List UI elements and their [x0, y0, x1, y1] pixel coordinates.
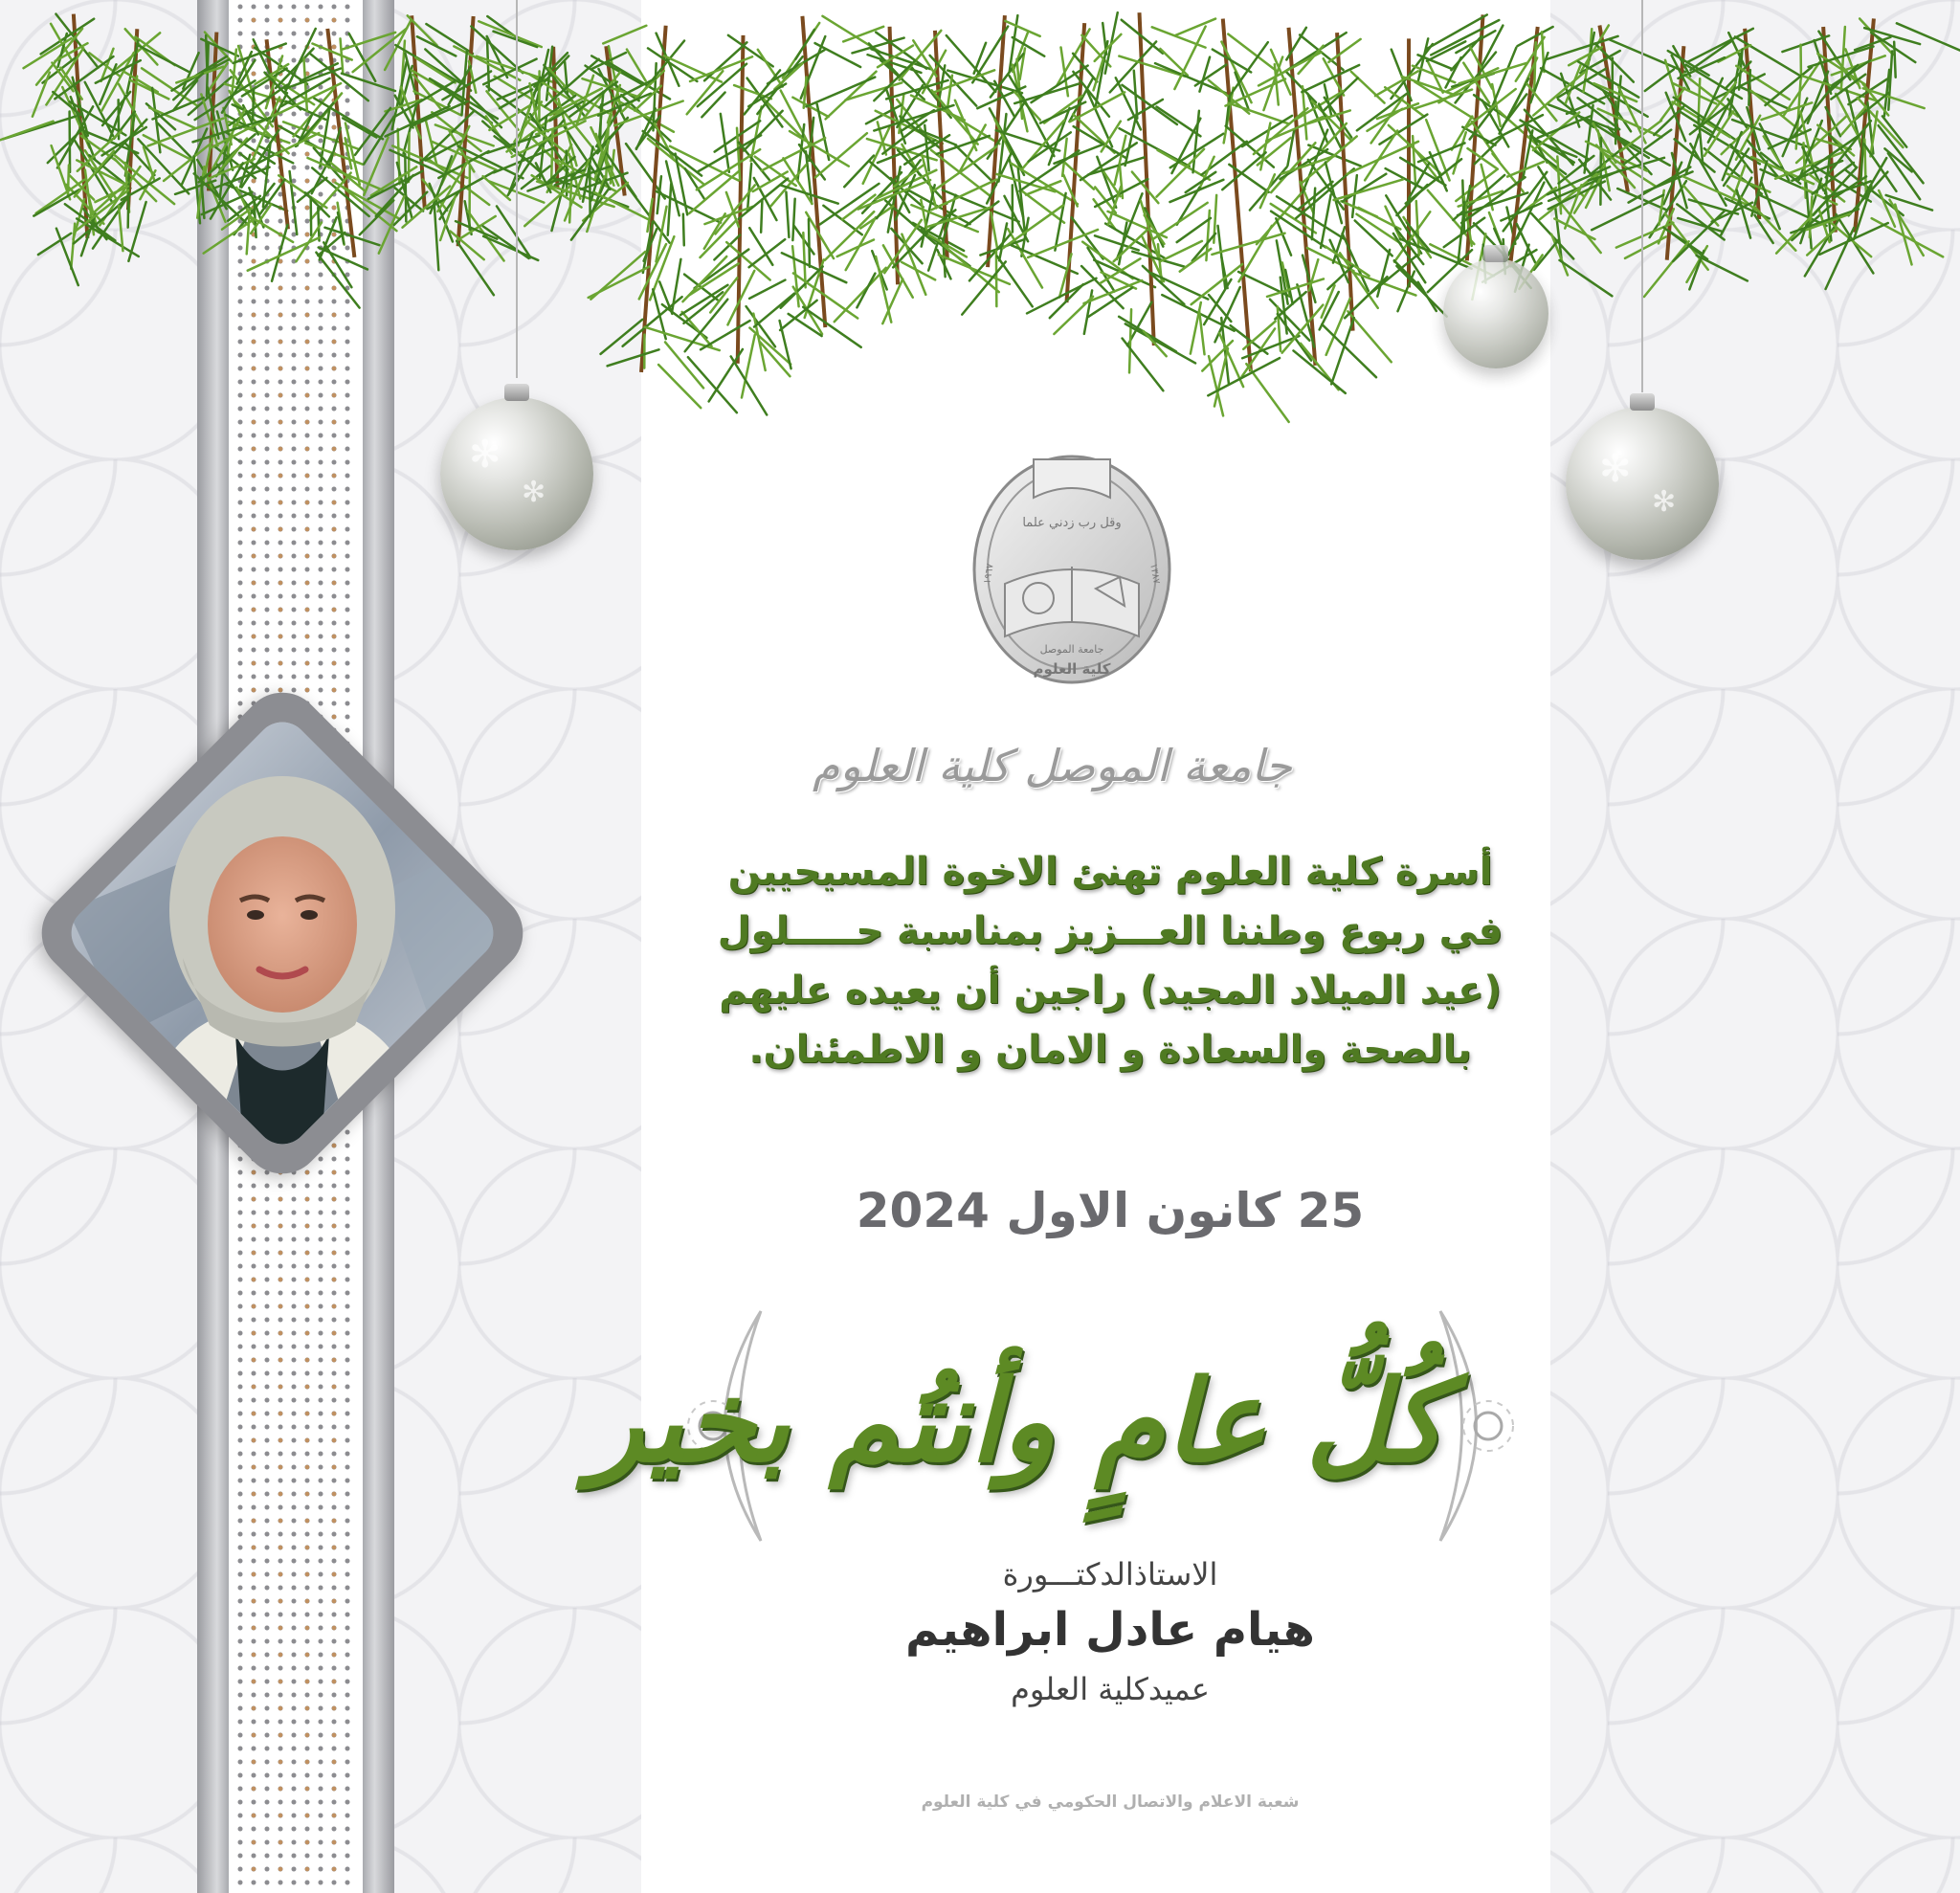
university-seal	[967, 440, 1177, 689]
message-line-1: أسرة كلية العلوم تهنئ الاخوة المسيحيين	[727, 850, 1493, 894]
snowflake-icon: ✻	[522, 476, 546, 509]
ornament-ball-back	[1443, 258, 1548, 368]
ornament-string	[1641, 0, 1643, 392]
svg-text:جامعة الموصل: جامعة الموصل	[1039, 643, 1104, 656]
snowflake-icon: ✻	[1652, 485, 1677, 519]
university-calligraphy: جامعة الموصل كلية العلوم	[813, 740, 1292, 791]
signature-role: عميدكلية العلوم	[1011, 1671, 1210, 1707]
svg-text:١٩٦٧: ١٩٦٧	[982, 563, 996, 586]
signature-title: الاستاذالدكتـــورة	[1002, 1556, 1218, 1592]
svg-text:كلية العلوم: كلية العلوم	[1033, 660, 1111, 678]
message-line-4: بالصحة والسعادة و الامان و الاطمئنان.	[748, 1028, 1472, 1072]
greeting-message	[660, 842, 1560, 1080]
ornament-string	[516, 0, 518, 378]
signature-name: هيام عادل ابراهيم	[905, 1603, 1315, 1657]
snowflake-icon: ✻	[1599, 447, 1632, 491]
message-line-2: في ربوع وطننا العـــزيز بمناسبة حـــــلول	[717, 909, 1503, 953]
snowflake-icon: ✻	[469, 433, 501, 477]
message-line-3: (عيد الميلاد المجيد) راجين أن يعيده عليهم	[719, 969, 1502, 1013]
svg-text:وقل رب زدني علما: وقل رب زدني علما	[1022, 516, 1122, 530]
ornament-ball-left	[440, 397, 593, 550]
date-text: 25 كانون الاول 2024	[856, 1183, 1365, 1238]
svg-text:١٣٨٧: ١٣٨٧	[1147, 563, 1162, 586]
greeting-calligraphy: كُلُّ عامٍ وأنتُم بخير	[589, 1354, 1445, 1487]
ornament-ball-right	[1566, 407, 1719, 560]
footer-credit: شعبة الاعلام والاتصال الحكومي في كلية العلوم	[921, 1793, 1300, 1812]
